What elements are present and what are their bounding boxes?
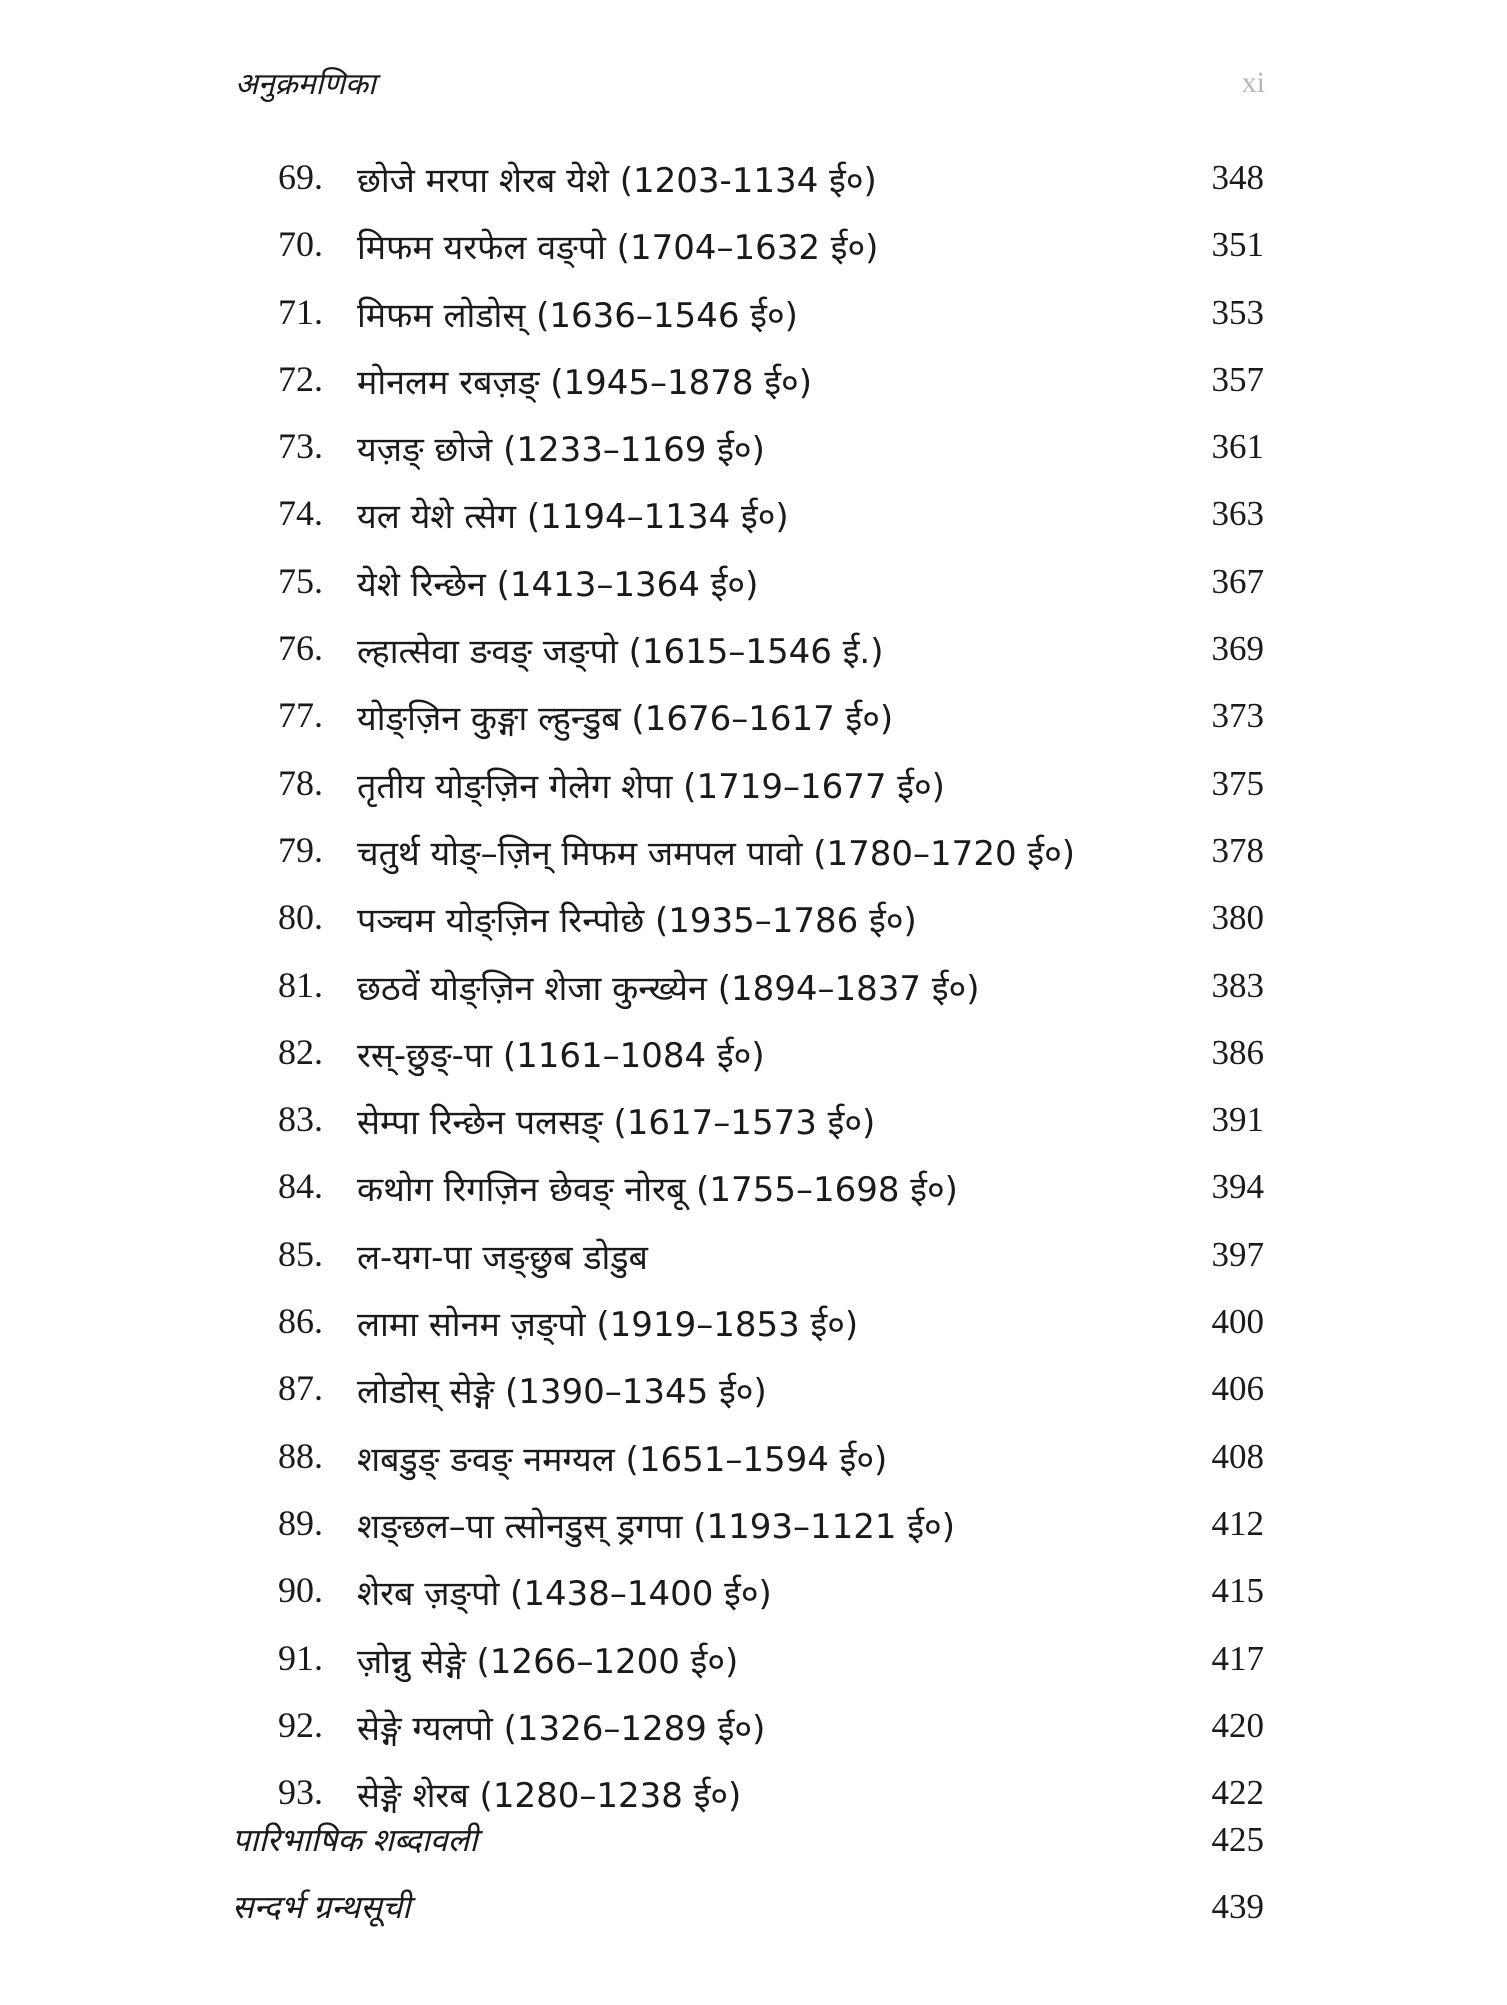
entry-page: 363 bbox=[1211, 494, 1264, 534]
entry-number: 72. bbox=[278, 358, 323, 399]
entry-title: ल्हात्सेवा ङवङ् जङ्पो (1615–1546 ई.) bbox=[357, 632, 884, 673]
entry-title: येशे रिन्छेन (1413–1364 ई०) bbox=[357, 564, 759, 605]
toc-entry[interactable] bbox=[0, 1233, 1507, 1300]
entry-number: 69. bbox=[278, 157, 323, 197]
toc-entry[interactable] bbox=[0, 1300, 1507, 1367]
toc-entry[interactable] bbox=[0, 1165, 1507, 1232]
entry-number: 87. bbox=[278, 1368, 323, 1409]
entry-title: तृतीय योङ्ज़िन गेलेग शेपा (1719–1677 ई०) bbox=[357, 766, 945, 807]
entry-number: 83. bbox=[278, 1099, 323, 1140]
toc-entry[interactable] bbox=[0, 223, 1507, 290]
running-header bbox=[235, 62, 1265, 112]
entry-title: पञ्चम योङ्ज़िन रिन्पोछे (1935–1786 ई०) bbox=[357, 901, 917, 942]
header-title: अनुक्रमणिका bbox=[235, 67, 376, 102]
entry-page: 420 bbox=[1211, 1705, 1264, 1745]
entry-number: 80. bbox=[278, 897, 323, 938]
entry-title: लोडोस् सेङ्गे (1390–1345 ई०) bbox=[357, 1372, 767, 1413]
entry-page: 422 bbox=[1211, 1773, 1264, 1813]
entry-page: 383 bbox=[1211, 965, 1264, 1005]
back-matter-title: सन्दर्भ ग्रन्थसूची bbox=[232, 1888, 411, 1926]
toc-entry[interactable] bbox=[0, 560, 1507, 627]
entry-page: 361 bbox=[1211, 427, 1264, 467]
entry-title: मोनलम रबज़ङ् (1945–1878 ई०) bbox=[357, 362, 812, 403]
toc-entry[interactable] bbox=[0, 1704, 1507, 1771]
entry-number: 75. bbox=[278, 560, 323, 601]
entry-title: छोजे मरपा शेरब येशे (1203-1134 ई०) bbox=[357, 161, 877, 201]
entry-number: 89. bbox=[278, 1502, 323, 1543]
entry-number: 77. bbox=[278, 695, 323, 736]
entry-number: 74. bbox=[278, 493, 323, 534]
entry-page: 417 bbox=[1211, 1638, 1264, 1678]
toc-entry[interactable] bbox=[0, 1637, 1507, 1704]
entry-page: 357 bbox=[1211, 359, 1264, 399]
toc-entry[interactable] bbox=[0, 1367, 1507, 1434]
entry-title: शङ्छल–पा त्सोनडुस् ड्रगपा (1193–1121 ई०) bbox=[357, 1506, 955, 1547]
toc-entry[interactable] bbox=[0, 291, 1507, 358]
toc-list bbox=[0, 156, 1507, 1838]
entry-title: चतुर्थ योङ्–ज़िन् मिफम जमपल पावो (1780–1720 ई०) bbox=[357, 833, 1076, 874]
toc-entry[interactable] bbox=[0, 694, 1507, 761]
back-matter-page: 425 bbox=[1211, 1820, 1264, 1859]
entry-page: 397 bbox=[1211, 1234, 1264, 1274]
entry-page: 380 bbox=[1211, 898, 1264, 938]
toc-entry[interactable] bbox=[0, 829, 1507, 896]
toc-entry[interactable] bbox=[0, 358, 1507, 425]
entry-title: शबडुङ् ङवङ् नमग्यल (1651–1594 ई०) bbox=[357, 1439, 888, 1480]
entry-number: 84. bbox=[278, 1166, 323, 1207]
entry-number: 76. bbox=[278, 628, 323, 669]
entry-number: 88. bbox=[278, 1435, 323, 1476]
entry-title: योङ्ज़िन कुङ्गा ल्हुन्डुब (1676–1617 ई०) bbox=[357, 699, 894, 740]
entry-title: सेम्पा रिन्छेन पलसङ् (1617–1573 ई०) bbox=[357, 1103, 876, 1144]
back-matter-bibliography[interactable] bbox=[0, 1885, 1507, 1945]
entry-page: 353 bbox=[1211, 292, 1264, 332]
entry-number: 78. bbox=[278, 762, 323, 803]
entry-page: 386 bbox=[1211, 1032, 1264, 1072]
entry-page: 412 bbox=[1211, 1503, 1264, 1543]
toc-entry[interactable] bbox=[0, 1502, 1507, 1569]
entry-title: शेरब ज़ङ्पो (1438–1400 ई०) bbox=[357, 1574, 772, 1615]
entry-title: छठवें योङ्ज़िन शेजा कुन्ख्येन (1894–1837 ई०) bbox=[357, 968, 980, 1009]
entry-number: 93. bbox=[278, 1772, 323, 1813]
entry-page: 369 bbox=[1211, 629, 1264, 669]
entry-page: 408 bbox=[1211, 1436, 1264, 1476]
toc-entry[interactable] bbox=[0, 762, 1507, 829]
toc-entry[interactable] bbox=[0, 425, 1507, 492]
entry-number: 79. bbox=[278, 829, 323, 870]
entry-number: 91. bbox=[278, 1637, 323, 1678]
entry-number: 82. bbox=[278, 1031, 323, 1072]
entry-title: यज़ङ् छोजे (1233–1169 ई०) bbox=[357, 430, 765, 471]
entry-page: 351 bbox=[1211, 225, 1264, 265]
back-matter-title: पारिभाषिक शब्दावली bbox=[232, 1821, 478, 1859]
toc-entry[interactable] bbox=[0, 492, 1507, 559]
entry-page: 400 bbox=[1211, 1302, 1264, 1342]
entry-number: 85. bbox=[278, 1233, 323, 1274]
entry-page: 391 bbox=[1211, 1100, 1264, 1140]
toc-entry[interactable] bbox=[0, 964, 1507, 1031]
toc-entry[interactable] bbox=[0, 627, 1507, 694]
entry-title: सेङ्गे शेरब (1280–1238 ई०) bbox=[357, 1776, 742, 1817]
entry-number: 71. bbox=[278, 291, 323, 332]
back-matter-glossary[interactable] bbox=[0, 1818, 1507, 1878]
header-page-number: xi bbox=[1241, 66, 1265, 99]
entry-number: 70. bbox=[278, 224, 323, 265]
entry-number: 92. bbox=[278, 1704, 323, 1745]
entry-page: 394 bbox=[1211, 1167, 1264, 1207]
toc-entry[interactable] bbox=[0, 156, 1507, 223]
entry-title: कथोग रिगज़िन छेवङ् नोरबू (1755–1698 ई०) bbox=[357, 1170, 958, 1211]
entry-page: 367 bbox=[1211, 561, 1264, 601]
entry-page: 378 bbox=[1211, 830, 1264, 870]
toc-entry[interactable] bbox=[0, 1098, 1507, 1165]
back-matter-page: 439 bbox=[1211, 1887, 1264, 1926]
toc-entry[interactable] bbox=[0, 1569, 1507, 1636]
entry-title: रस्-छुङ्-पा (1161–1084 ई०) bbox=[357, 1035, 765, 1076]
toc-entry[interactable] bbox=[0, 896, 1507, 963]
entry-number: 73. bbox=[278, 426, 323, 467]
entry-number: 86. bbox=[278, 1301, 323, 1342]
entry-number: 81. bbox=[278, 964, 323, 1005]
entry-title: मिफम लोडोस् (1636–1546 ई०) bbox=[357, 295, 798, 336]
entry-page: 373 bbox=[1211, 696, 1264, 736]
entry-title: मिफम यरफेल वङ्पो (1704–1632 ई०) bbox=[357, 228, 879, 269]
entry-page: 348 bbox=[1211, 158, 1264, 197]
entry-title: ज़ोन्नु सेङ्गे (1266–1200 ई०) bbox=[357, 1641, 739, 1682]
entry-title: यल येशे त्सेग (1194–1134 ई०) bbox=[357, 497, 789, 538]
entry-page: 406 bbox=[1211, 1369, 1264, 1409]
toc-entry[interactable] bbox=[0, 1435, 1507, 1502]
entry-title: सेङ्गे ग्यलपो (1326–1289 ई०) bbox=[357, 1708, 766, 1749]
toc-entry[interactable] bbox=[0, 1031, 1507, 1098]
entry-page: 375 bbox=[1211, 763, 1264, 803]
entry-page: 415 bbox=[1211, 1571, 1264, 1611]
entry-title: लामा सोनम ज़ङ्पो (1919–1853 ई०) bbox=[357, 1305, 859, 1346]
entry-title: ल-यग-पा जङ्छुब डोडुब bbox=[357, 1237, 648, 1278]
entry-number: 90. bbox=[278, 1570, 323, 1611]
